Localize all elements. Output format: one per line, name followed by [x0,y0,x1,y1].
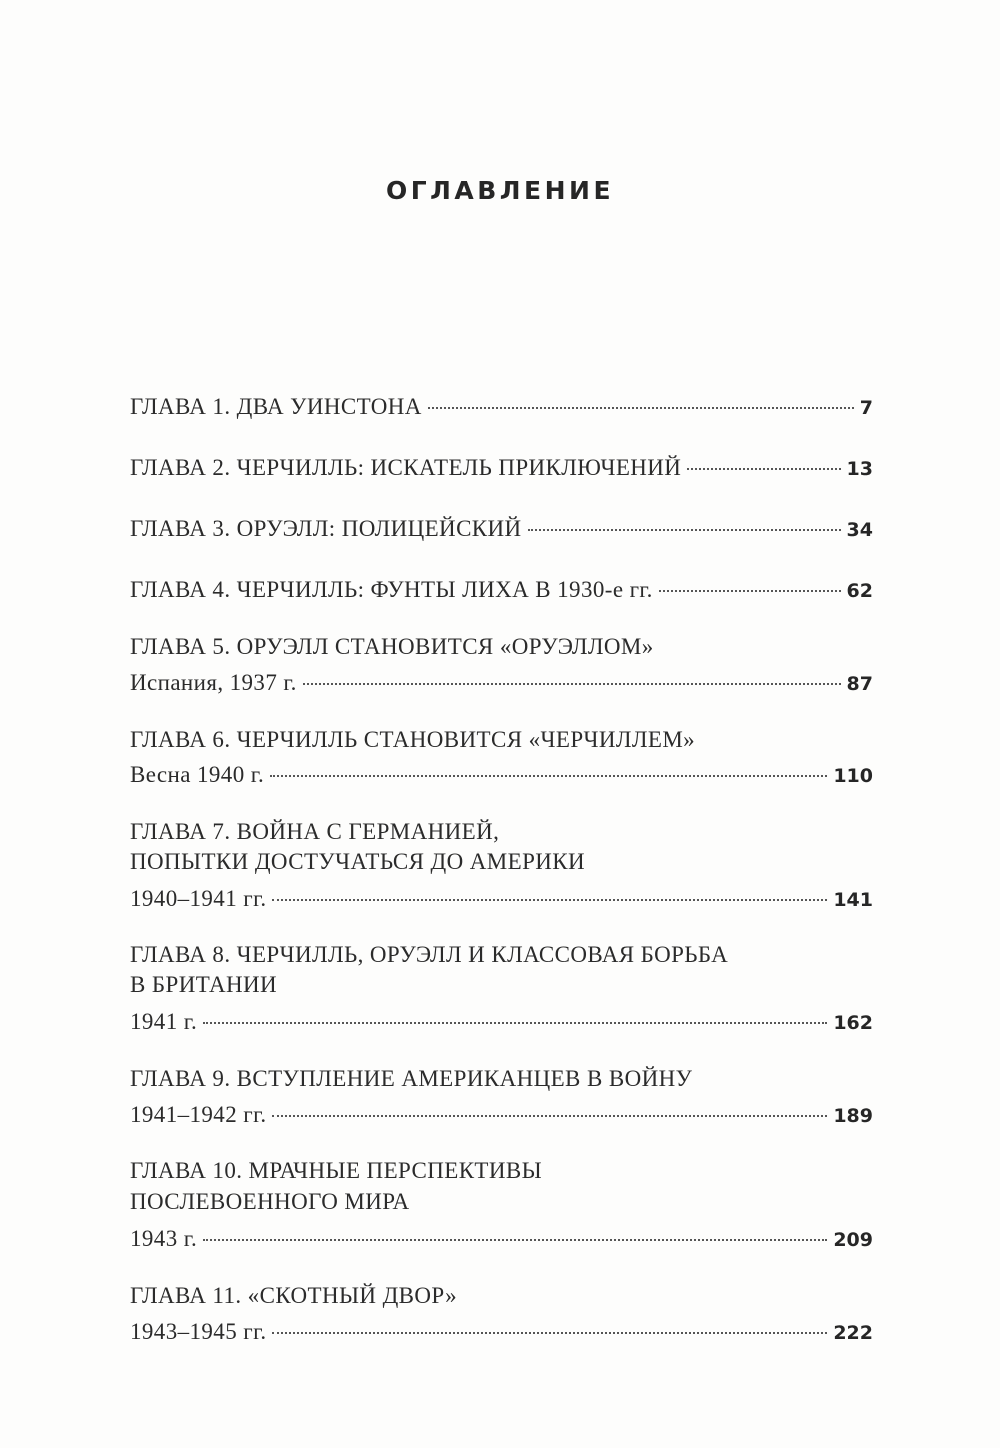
dot-leader [659,590,841,592]
chapter-heading: ГЛАВА 8. ЧЕРЧИЛЛЬ, ОРУЭЛЛ И КЛАССОВАЯ БОРЬБА [130,942,729,967]
page-number: 110 [833,765,873,787]
chapter-subtitle: 1943 г. [130,1226,198,1251]
page-number: 189 [833,1105,873,1127]
toc-entry-chapter-3[interactable] [130,516,873,546]
page-number: 162 [833,1012,873,1034]
chapter-heading: ГЛАВА 3. ОРУЭЛЛ: ПОЛИЦЕЙСКИЙ [130,516,522,541]
toc-entry-chapter-7[interactable] [130,886,873,916]
chapter-heading: ГЛАВА 4. ЧЕРЧИЛЛЬ: ФУНТЫ ЛИХА В 1930-е гг. [130,577,653,602]
toc-entry-chapter-10[interactable] [130,1226,873,1256]
dot-leader [272,1332,827,1334]
page-number: 13 [846,458,873,480]
chapter-heading-continued: ПОПЫТКИ ДОСТУЧАТЬСЯ ДО АМЕРИКИ [130,849,586,874]
toc-entry-chapter-5[interactable] [130,670,873,700]
chapter-heading-continued: ПОСЛЕВОЕННОГО МИРА [130,1189,410,1214]
chapter-heading: ГЛАВА 5. ОРУЭЛЛ СТАНОВИТСЯ «ОРУЭЛЛОМ» [130,634,654,659]
page-number: 222 [833,1322,873,1344]
chapter-subtitle: 1940–1941 гг. [130,886,267,911]
toc-entry-chapter-4[interactable] [130,577,873,607]
dot-leader [203,1239,827,1241]
page-number: 141 [833,889,873,911]
dot-leader [272,1115,827,1117]
toc-entry-chapter-9[interactable] [130,1102,873,1132]
chapter-heading: ГЛАВА 11. «СКОТНЫЙ ДВОР» [130,1283,458,1308]
chapter-subtitle: Испания, 1937 г. [130,670,297,695]
chapter-subtitle: 1941 г. [130,1009,198,1034]
chapter-subtitle: 1941–1942 гг. [130,1102,267,1127]
chapter-heading: ГЛАВА 7. ВОЙНА С ГЕРМАНИЕЙ, [130,819,500,844]
page-number: 87 [846,673,873,695]
toc-entry-chapter-2[interactable] [130,455,873,485]
chapter-heading: ГЛАВА 9. ВСТУПЛЕНИЕ АМЕРИКАНЦЕВ В ВОЙНУ [130,1066,693,1091]
page-number: 209 [833,1229,873,1251]
chapter-heading: ГЛАВА 2. ЧЕРЧИЛЛЬ: ИСКАТЕЛЬ ПРИКЛЮЧЕНИЙ [130,455,682,480]
chapter-heading: ГЛАВА 1. ДВА УИНСТОНА [130,394,422,419]
chapter-heading: ГЛАВА 6. ЧЕРЧИЛЛЬ СТАНОВИТСЯ «ЧЕРЧИЛЛЕМ» [130,727,696,752]
chapter-heading-continued: В БРИТАНИИ [130,972,278,997]
dot-leader [528,529,841,531]
dot-leader [203,1022,827,1024]
page-number: 62 [846,580,873,602]
toc-entry-chapter-11[interactable] [130,1319,873,1349]
dot-leader [272,899,827,901]
toc-entry-chapter-6[interactable] [130,762,873,792]
dot-leader [687,468,840,470]
page-number: 7 [859,397,873,419]
page-number: 34 [846,519,873,541]
dot-leader [303,683,841,685]
chapter-subtitle: 1943–1945 гг. [130,1319,267,1344]
toc-entry-chapter-1[interactable] [130,394,873,424]
toc-entry-chapter-8[interactable] [130,1009,873,1039]
dot-leader [428,407,854,409]
page-title: ОГЛАВЛЕНИЕ [385,176,615,205]
chapter-subtitle: Весна 1940 г. [130,762,265,787]
chapter-heading: ГЛАВА 10. МРАЧНЫЕ ПЕРСПЕКТИВЫ [130,1158,543,1183]
dot-leader [270,775,827,777]
